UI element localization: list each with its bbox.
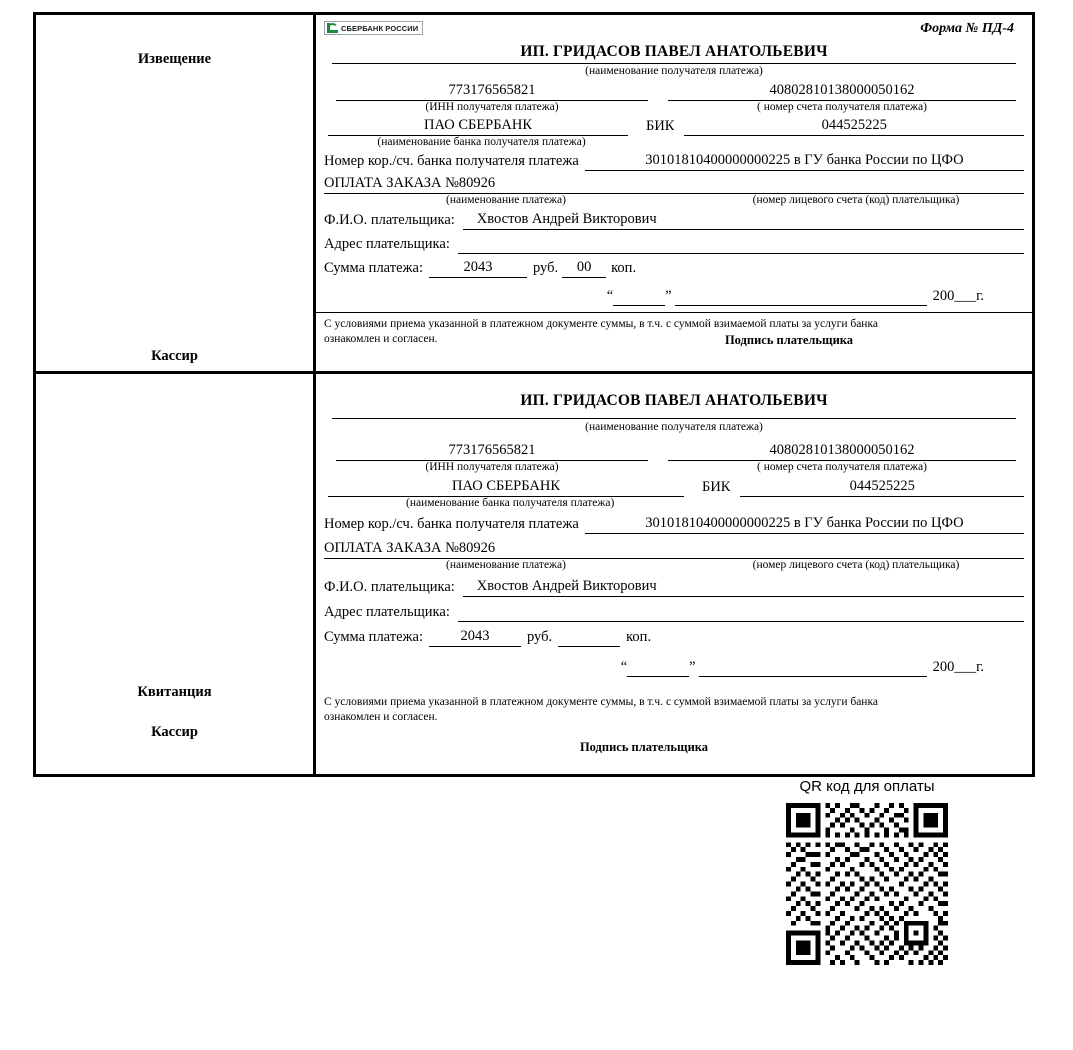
receipt-payment-name-row (316, 539, 1032, 572)
receipt-date-month-blank (699, 659, 927, 677)
receipt-label-payer-fio: Ф.И.О. плательщика: (324, 578, 455, 595)
receipt-payer-fio-row (316, 578, 1032, 597)
receipt-bank-name-value: ПАО СБЕРБАНК (452, 478, 560, 495)
label-cashier-2: Кассир (151, 724, 198, 740)
caption-inn: (ИНН получателя платежа) (425, 101, 559, 114)
payer-fio-value: Хвостов Андрей Викторович (476, 210, 657, 227)
qr-title: QR код для оплаты (799, 778, 935, 795)
notice-header-row (316, 15, 1032, 43)
recipient-name-value: ИП. ГРИДАСОВ ПАВЕЛ АНАТОЛЬЕВИЧ (520, 43, 828, 60)
form-number: Форма № ПД-4 (920, 21, 1014, 36)
receipt-recipient-name-value: ИП. ГРИДАСОВ ПАВЕЛ АНАТОЛЬЕВИЧ (520, 392, 828, 409)
label-payment-sum: Сумма платежа: (324, 259, 423, 276)
sberbank-logo (324, 21, 423, 35)
label-notice: Извещение (137, 51, 212, 67)
payment-name-value: ОПЛАТА ЗАКАЗА №80926 (324, 174, 496, 191)
inn-value: 773176565821 (448, 82, 536, 99)
receipt-caption-account: ( номер счета получателя платежа) (757, 461, 927, 474)
sum-rub-value: 2043 (463, 258, 493, 275)
date-row (316, 288, 1032, 306)
caption-account: ( номер счета получателя платежа) (757, 101, 927, 114)
qr-block (757, 778, 977, 965)
receipt-caption-personal-account: (номер лицевого счета (код) плательщика) (752, 558, 960, 571)
receipt-payment-name-value: ОПЛАТА ЗАКАЗА №80926 (324, 539, 496, 556)
label-rub: руб. (533, 259, 559, 276)
label-payer-address: Адрес плательщика: (324, 235, 450, 252)
receipt-sum-kop-value (558, 628, 620, 646)
receipt-label-bik: БИК (702, 479, 731, 496)
conditions-line-1: С условиями приема указанной в платежном документе суммы, в т.ч. с суммой взимаемой платы за услуги банка (324, 317, 878, 330)
receipt-bik-value: 044525225 (849, 478, 915, 495)
korr-account-value: 30101810400000000225 в ГУ банка России по ЦФО (645, 151, 964, 168)
account-value: 40802810138000050162 (769, 82, 915, 99)
receipt-payer-fio-rule (463, 596, 1024, 597)
receipt-label-payer-address: Адрес плательщика: (324, 603, 450, 620)
receipt-label-kop: коп. (626, 628, 652, 645)
receipt-caption-recipient-name: (наименование получателя платежа) (585, 421, 763, 433)
caption-personal-account: (номер лицевого счета (код) плательщика) (752, 193, 960, 206)
korr-account-row (316, 152, 1032, 171)
caption-recipient-name: (наименование получателя платежа) (585, 65, 763, 77)
bank-name-value: ПАО СБЕРБАНК (424, 117, 532, 134)
payer-address-value (458, 235, 1024, 253)
receipt-payer-address-rule (458, 621, 1024, 622)
sberbank-logo-text: СБЕРБАНК РОССИИ (341, 23, 419, 33)
receipt-korr-account-rule (585, 533, 1024, 534)
label-year: 200___г. (932, 287, 984, 304)
label-bik: БИК (646, 118, 675, 135)
receipt-conditions-text (316, 695, 1032, 726)
sum-kop-rule (562, 277, 606, 278)
sum-kop-value: 00 (576, 258, 592, 275)
receipt-right-column (316, 374, 1032, 774)
korr-account-rule (585, 170, 1024, 171)
receipt-left-column (36, 374, 316, 774)
notice-right-column (316, 15, 1032, 371)
receipt-section (36, 374, 1032, 774)
receipt-payer-address-row (316, 603, 1032, 622)
label-kop: коп. (611, 259, 637, 276)
receipt-date-row (316, 659, 1032, 677)
payment-name-row (316, 174, 1032, 207)
payer-address-row (316, 235, 1032, 254)
receipt-quote-close: ” (689, 658, 696, 675)
receipt-quote-open: “ (620, 658, 628, 675)
sum-rub-rule (429, 277, 527, 278)
receipt-personal-account-value (688, 539, 1024, 558)
receipt-payer-signature-label: Подпись плательщика (579, 739, 709, 754)
notice-section (36, 15, 1032, 374)
receipt-sum-rub-value: 2043 (460, 627, 490, 644)
receipt-korr-account-value: 30101810400000000225 в ГУ банка России по ЦФО (645, 514, 964, 531)
receipt-recipient-name-rule (332, 418, 1016, 419)
payer-address-rule (458, 253, 1024, 254)
receipt-payer-fio-value: Хвостов Андрей Викторович (476, 577, 657, 594)
receipt-inn-value: 773176565821 (448, 442, 536, 459)
inn-account-row (316, 82, 1032, 114)
receipt-conditions-line-2: ознакомлен и согласен. (324, 711, 438, 724)
payer-fio-row (316, 211, 1032, 230)
conditions-line-2: ознакомлен и согласен. (324, 333, 438, 346)
payment-form (33, 12, 1035, 777)
label-korr-account: Номер кор./сч. банка получателя платежа (324, 152, 579, 169)
receipt-bank-bik-row (316, 478, 1032, 497)
sberbank-mark-icon (327, 23, 338, 33)
payment-sum-row (316, 259, 1032, 278)
caption-bank-name: (наименование банка получателя платежа) (377, 136, 586, 149)
date-month-blank (675, 288, 927, 306)
payer-signature-label: Подпись плательщика (724, 333, 854, 348)
receipt-label-year: 200___г. (932, 658, 984, 675)
quote-close: ” (665, 287, 672, 304)
receipt-inn-account-row (316, 442, 1032, 474)
conditions-text (316, 317, 1032, 349)
receipt-caption-payment-name: (наименование платежа) (446, 558, 566, 571)
receipt-bik-rule (740, 496, 1024, 497)
caption-payment-name: (наименование платежа) (446, 193, 566, 206)
receipt-caption-inn: (ИНН получателя платежа) (425, 461, 559, 474)
receipt-payment-sum-row (316, 628, 1032, 647)
receipt-account-value: 40802810138000050162 (769, 442, 915, 459)
receipt-sum-kop-rule (558, 646, 620, 647)
label-payer-fio: Ф.И.О. плательщика: (324, 211, 455, 228)
payer-fio-rule (463, 229, 1024, 230)
qr-code-image[interactable] (786, 803, 948, 965)
bik-value: 044525225 (821, 117, 887, 134)
bik-rule (684, 135, 1024, 136)
receipt-label-korr-account: Номер кор./сч. банка получателя платежа (324, 515, 579, 532)
receipt-caption-bank-name: (наименование банка получателя платежа) (406, 497, 615, 510)
recipient-name-rule (332, 63, 1016, 64)
quote-open: “ (606, 287, 614, 304)
notice-left-column (36, 15, 316, 371)
notice-divider (316, 312, 1032, 313)
date-day-blank (613, 288, 665, 306)
receipt-sum-rub-rule (429, 646, 521, 647)
label-cashier-1: Кассир (151, 348, 198, 364)
personal-account-value (688, 174, 1024, 193)
receipt-conditions-line-1: С условиями приема указанной в платежном документе суммы, в т.ч. с суммой взимаемой платы за услуги банка (324, 695, 878, 708)
receipt-date-day-blank (627, 659, 689, 677)
receipt-label-rub: руб. (527, 628, 553, 645)
receipt-korr-account-row (316, 515, 1032, 534)
bank-bik-row (316, 117, 1032, 136)
receipt-label-payment-sum: Сумма платежа: (324, 628, 423, 645)
label-receipt: Квитанция (137, 684, 212, 700)
receipt-payer-address-value (458, 603, 1024, 621)
